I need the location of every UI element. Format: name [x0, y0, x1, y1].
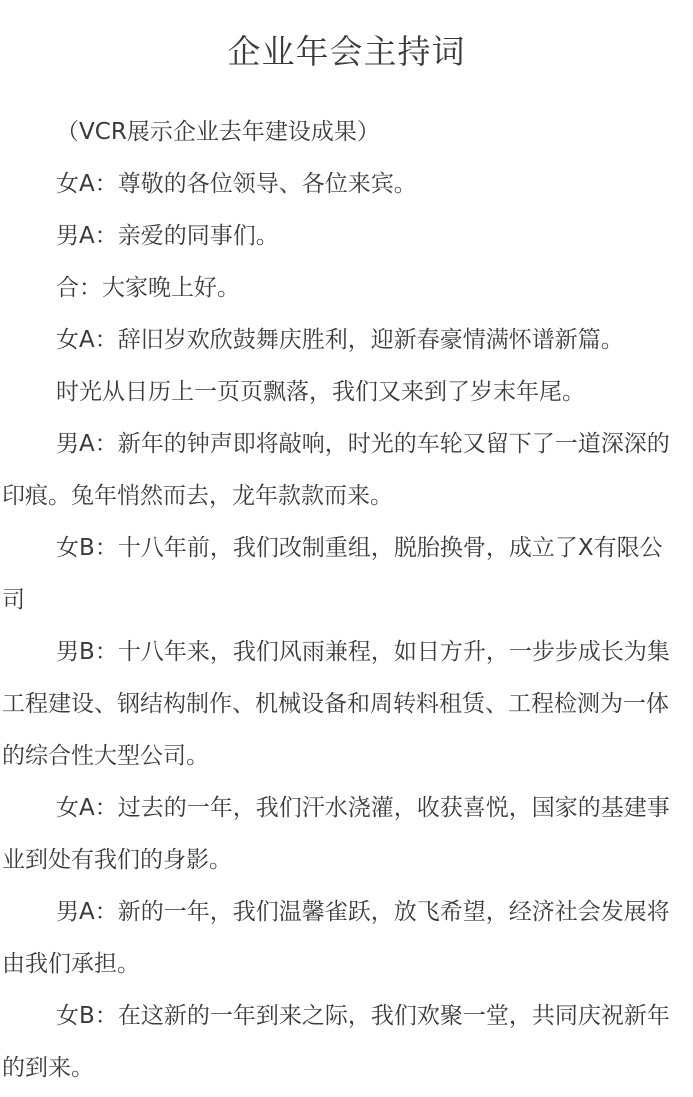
paragraph-vcr-note: （VCR展示企业去年建设成果）: [56, 119, 380, 145]
paragraph-male-b-growth: 男B：十八年来，我们风雨兼程，如日方升，一步步成长为集工程建设、钢结构制作、机械设备和周转料租赁、工程检测为一体的综合性大型公司。: [2, 639, 670, 769]
paragraph-female-b-celebration: 女B：在这新的一年到来之际，我们欢聚一堂，共同庆祝新年的到来。: [2, 1003, 670, 1081]
paragraph-time-passing: 时光从日历上一页页飘落，我们又来到了岁末年尾。: [56, 379, 586, 405]
document-title: 企业年会主持词: [227, 32, 466, 71]
paragraph-female-b-history: 女B：十八年前，我们改制重组，脱胎换骨，成立了X有限公司: [2, 535, 663, 613]
paragraph-together-greeting: 合：大家晚上好。: [56, 275, 241, 301]
document-body: [2, 106, 682, 1094]
paragraph-female-a-greeting: 女A：尊敬的各位领导、各位来宾。: [56, 171, 417, 197]
paragraph-male-a-new-year-bell: 男A：新年的钟声即将敲响，时光的车轮又留下了一道深深的印痕。兔年悄然而去，龙年款款而来。: [2, 431, 670, 509]
paragraph-male-a-greeting: 男A：亲爱的同事们。: [56, 223, 279, 249]
paragraph-male-a-new-year: 男A：新的一年，我们温馨雀跃，放飞希望，经济社会发展将由我们承担。: [2, 899, 670, 977]
paragraph-female-a-couplet: 女A：辞旧岁欢欣鼓舞庆胜利，迎新春豪情满怀谱新篇。: [56, 327, 624, 353]
paragraph-female-a-past-year: 女A：过去的一年，我们汗水浇灌，收获喜悦，国家的基建事业到处有我们的身影。: [2, 795, 670, 873]
